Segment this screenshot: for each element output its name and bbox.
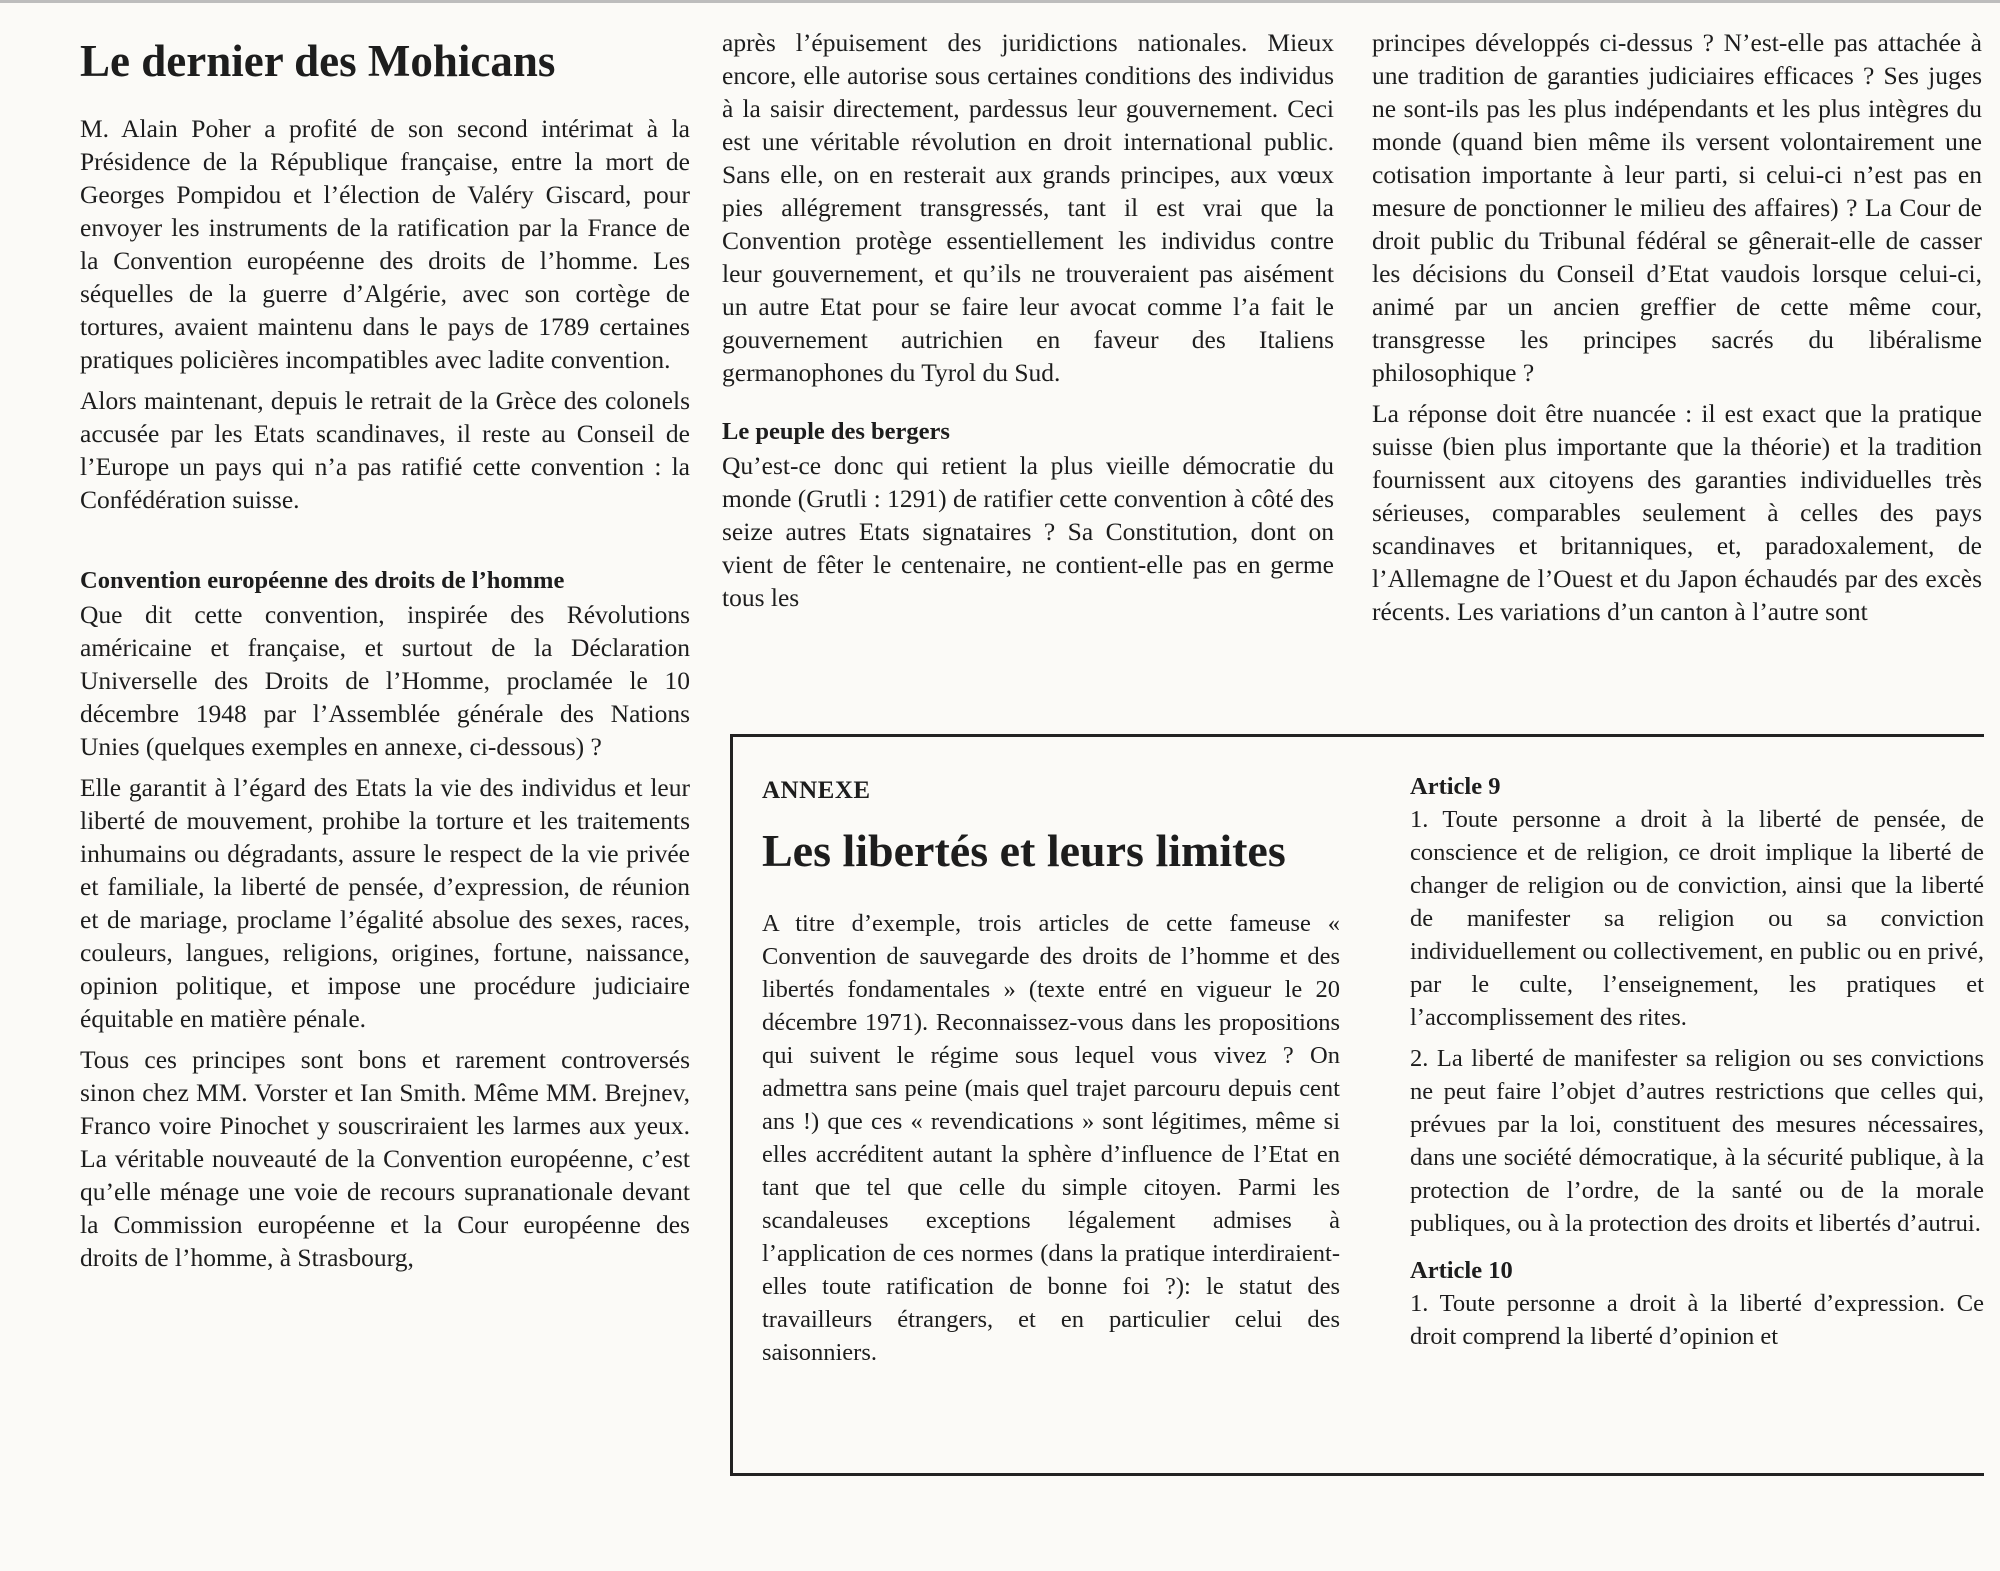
annexe-right-column <box>1410 770 1984 1361</box>
paragraph: Que dit cette convention, inspirée des Révolutions américaine et française, et surtout de la Déclaration Universelle des Droits de l’Homme, proclamée le 10 décembre 1948 par l’Assemblée générale des Nations Unies (quelques exemples en annexe, ci-dessous) ? <box>80 600 690 761</box>
annexe-left-column <box>762 770 1340 1369</box>
paragraph: La réponse doit être nuancée : il est exact que la pratique suisse (bien plus importante que la théorie) et la tradition fournissent aux citoyens des garanties individuelles très sérieuses, comparables seulement à celles des pays scandinaves et britanniques, et, paradoxalement, de l’Allemagne de l’Ouest et du Japon échaudés par des excès récents. Les variations d’un canton à l’autre sont <box>1372 399 1982 626</box>
article-10-heading: Article 10 <box>1410 1257 1513 1284</box>
article-9-paragraph-2: 2. La liberté de manifester sa religion ou ses convictions ne peut faire l’objet d’autres restrictions que celles qui, prévues par la loi, constituent des mesures nécessaires, dans une société démocratique, à la sécurité publique, à la protection de l’ordre, de la santé ou de la morale publiques, ou à la protection des droits et libertés d’autrui. <box>1410 1045 1984 1237</box>
paragraph: principes développés ci-dessus ? N’est-elle pas attachée à une tradition de garanties judiciaires efficaces ? Ses juges ne sont-ils pas les plus indépendants et les plus intègres du monde (quand bien même ils versent volontairement une cotisation importante à leur parti, si celui-ci n’est pas en mesure de ponctionner le milieu des affaires) ? La Cour de droit public du Tribunal fédéral se gênerait-elle de casser les décisions du Conseil d’Etat vaudois lorsque celui-ci, animé par un ancien greffier de cette même cour, transgresse les principes sacrés du libéralisme philosophique ? <box>1372 28 1982 387</box>
article-title: Le dernier des Mohicans <box>80 36 556 86</box>
section-heading: Le peuple des bergers <box>722 418 950 445</box>
annexe-label: ANNEXE <box>762 777 871 804</box>
paragraph: Qu’est-ce donc qui retient la plus vieille démocratie du monde (Grutli : 1291) de ratifier cette convention à côté des seize autres Etats signataires ? Sa Constitution, dont on vient de fêter le centenaire, ne contient-elle pas en germe tous les <box>722 451 1334 612</box>
page-top-rule <box>0 0 2000 3</box>
article-column-3 <box>1372 26 1982 636</box>
section-heading: Convention européenne des droits de l’homme <box>80 567 565 594</box>
article-column-2 <box>722 26 1334 622</box>
annexe-intro: A titre d’exemple, trois articles de cette fameuse « Convention de sauvegarde des droits de l’homme et des libertés fondamentales » (texte entré en vigueur le 20 décembre 1971). Reconnaissez-vous dans les propositions qui suivent le régime sous lequel vous vivez ? On admettra sans peine (mais quel trajet parcouru depuis cent ans !) que ces « revendications » sont légitimes, même si elles accréditent autant la sphère d’influence de l’Etat en tant que tel que celle du simple citoyen. Parmi les scandaleuses exceptions légalement admises à l’application de ces normes (dans la pratique interdiraient-elles toute ratification de bonne foi ?): le statut des travailleurs étrangers, et en particulier celui des saisonniers. <box>762 910 1340 1366</box>
article-9-heading: Article 9 <box>1410 773 1501 800</box>
article-10-paragraph-1: 1. Toute personne a droit à la liberté d’expression. Ce droit comprend la liberté d’opinion et <box>1410 1290 1984 1350</box>
paragraph: Elle garantit à l’égard des Etats la vie des individus et leur liberté de mouvement, prohibe la torture et les traitements inhumains ou dégradants, assure le respect de la vie privée et familiale, la liberté de pensée, d’expression, de réunion et de mariage, proclame l’égalité absolue des sexes, races, couleurs, langues, religions, origines, fortune, naissance, opinion politique, et impose une procédure judiciaire équitable en matière pénale. <box>80 773 690 1033</box>
paragraph: Tous ces principes sont bons et rarement controversés sinon chez MM. Vorster et Ian Smith. Même MM. Brejnev, Franco voire Pinochet y souscriraient les larmes aux yeux. La véritable nouveauté de la Convention européenne, c’est qu’elle ménage une voie de recours supranationale devant la Commission européenne et la Cour européenne des droits de l’homme, à Strasbourg, <box>80 1045 690 1272</box>
article-9-paragraph-1: 1. Toute personne a droit à la liberté de pensée, de conscience et de religion, ce droit implique la liberté de changer de religion ou de conviction, ainsi que la liberté de manifester sa religion ou sa conviction individuellement ou collectivement, en public ou en privé, par le culte, l’enseignement, les pratiques et l’accomplissement des rites. <box>1410 806 1984 1031</box>
paragraph: après l’épuisement des juridictions nationales. Mieux encore, elle autorise sous certaines conditions des individus à la saisir directement, pardessus leur gouvernement. Ceci est une véritable révolution en droit international public. Sans elle, on en resterait aux grands principes, aux vœux pies allégrement transgressés, tant il est vrai que la Convention protège essentiellement les individus contre leur gouvernement, et qu’ils ne trouveraient pas aisément un autre Etat pour se faire leur avocat comme l’a fait le gouvernement autrichien en faveur des Italiens germanophones du Tyrol du Sud. <box>722 28 1334 387</box>
paragraph: M. Alain Poher a profité de son second intérimat à la Présidence de la République française, entre la mort de Georges Pompidou et l’élection de Valéry Giscard, pour envoyer les instruments de la ratification par la France de la Convention européenne des droits de l’homme. Les séquelles de la guerre d’Algérie, avec son cortège de tortures, avaient maintenu dans le pays de 1789 certaines pratiques policières incompatibles avec ladite convention. <box>80 114 690 374</box>
article-column-1 <box>80 26 690 1282</box>
paragraph: Alors maintenant, depuis le retrait de la Grèce des colonels accusée par les Etats scandinaves, il reste au Conseil de l’Europe un pays qui n’a pas ratifié cette convention : la Confédération suisse. <box>80 386 690 514</box>
annexe-title: Les libertés et leurs limites <box>762 825 1286 876</box>
